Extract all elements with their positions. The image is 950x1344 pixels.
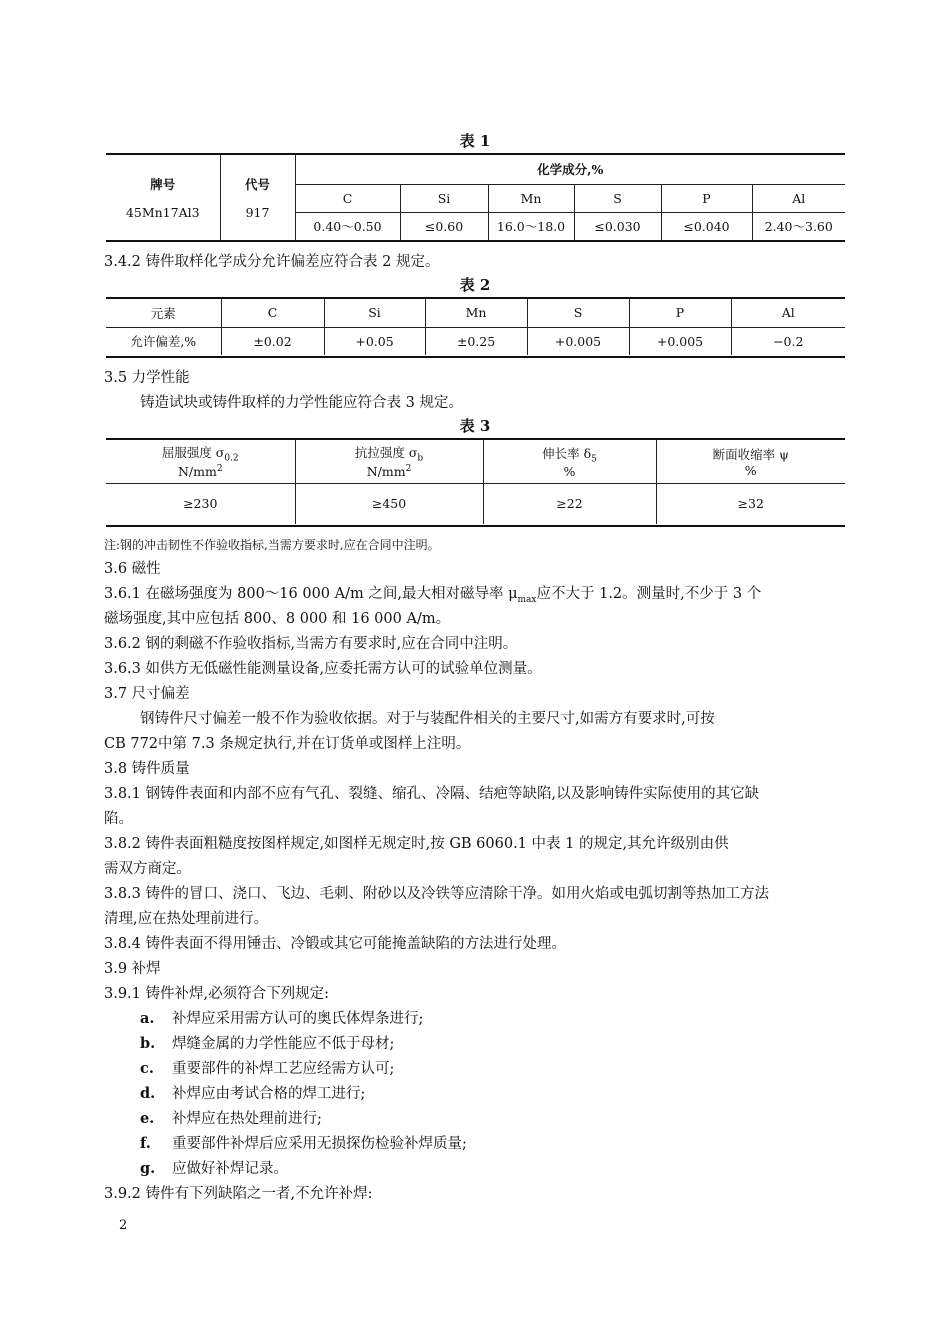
page-number: 2 <box>119 1218 128 1233</box>
clause-3-6-2: 3.6.2 钢的剩磁不作验收指标,当需方有要求时,应在合同中注明。 <box>104 636 518 652</box>
clause-3-8-1: 3.8.1 钢铸件表面和内部不应有气孔、裂缝、缩孔、冷隔、结疤等缺陷,以及影响铸件实际使用的其它缺 <box>104 786 760 802</box>
table3-header-reduction: 断面收缩率 ψ % <box>656 440 845 483</box>
list-item: b. 焊缝金属的力学性能应不低于母材; <box>140 1035 395 1052</box>
section-3-7-text-cont: CB 772中第 7.3 条规定执行,并在订货单或图样上注明。 <box>104 736 471 752</box>
table1-cell: ≤0.60 <box>400 212 488 240</box>
table1-cell: 2.40～3.60 <box>752 212 845 240</box>
table3-cell: ≥32 <box>656 483 845 524</box>
table1-element: S <box>574 184 661 212</box>
section-3-5-title: 3.5 力学性能 <box>104 370 190 386</box>
section-3-6-title: 3.6 磁性 <box>104 561 161 577</box>
table2-cell: ±0.02 <box>221 327 324 355</box>
table1-cell: 0.40～0.50 <box>295 212 400 240</box>
table1-element: C <box>295 184 400 212</box>
table1-header-chem: 化学成分,% <box>295 155 845 184</box>
section-3-7-title: 3.7 尺寸偏差 <box>104 686 190 702</box>
table3-caption: 表 3 <box>459 417 491 435</box>
table2-bottom-rule <box>106 356 845 358</box>
table1-bottom-rule <box>106 240 845 242</box>
table2-caption: 表 2 <box>459 276 491 294</box>
table1-grade-value: 45Mn17Al3 <box>125 204 200 220</box>
table2-element: S <box>527 299 629 327</box>
table1-cell: ≤0.030 <box>574 212 661 240</box>
section-3-8-title: 3.8 铸件质量 <box>104 761 190 777</box>
list-item: e. 补焊应在热处理前进行; <box>140 1110 322 1127</box>
table2-element: Al <box>731 299 845 327</box>
table3-header-elongation: 伸长率 $\delta_5$ % <box>483 440 656 483</box>
table1-header-grade: 牌号 <box>150 176 176 192</box>
table3-cell: ≥22 <box>483 483 656 524</box>
section-3-5-text: 铸造试块或铸件取样的力学性能应符合表 3 规定。 <box>140 395 463 411</box>
table2 <box>106 299 845 355</box>
table2-element: P <box>629 299 731 327</box>
table3-cell: ≥230 <box>106 483 295 524</box>
table1 <box>106 155 845 240</box>
clause-3-9-2: 3.9.2 铸件有下列缺陷之一者,不允许补焊: <box>104 1186 373 1202</box>
table3 <box>106 440 845 524</box>
table1-element: P <box>661 184 752 212</box>
clause-3-8-2: 3.8.2 铸件表面粗糙度按图样规定,如图样无规定时,按 GB 6060.1 中表 1 的规定,其允许级别由供 <box>104 836 729 852</box>
table1-code-value: 917 <box>220 198 295 226</box>
table3-header-yield: 屈服强度 $\sigma_{0.2}$ $N/mm^2$ <box>161 445 239 480</box>
clause-3-8-4: 3.8.4 铸件表面不得用锤击、冷锻或其它可能掩盖缺陷的方法进行处理。 <box>104 936 567 952</box>
list-item: f. 重要部件补焊后应采用无损探伤检验补焊质量; <box>140 1135 467 1152</box>
clause-3-9-1: 3.9.1 铸件补焊,必须符合下列规定: <box>104 986 329 1002</box>
table2-element: Mn <box>425 299 527 327</box>
table2-cell: ±0.25 <box>425 327 527 355</box>
list-item: d. 补焊应由考试合格的焊工进行; <box>140 1085 366 1102</box>
table3-cell: ≥450 <box>295 483 483 524</box>
clause-3-4-2: 3.4.2 铸件取样化学成分允许偏差应符合表 2 规定。 <box>104 254 440 270</box>
table1-element: Mn <box>488 184 574 212</box>
table3-header-tensile: 抗拉强度 $\sigma_b$ $N/mm^2$ <box>295 440 483 483</box>
section-3-9-title: 3.9 补焊 <box>104 961 161 977</box>
table2-element: Si <box>324 299 425 327</box>
clause-3-8-3-cont: 清理,应在热处理前进行。 <box>104 911 269 927</box>
table1-caption: 表 1 <box>459 132 491 150</box>
clause-3-6-3: 3.6.3 如供方无低磁性能测量设备,应委托需方认可的试验单位测量。 <box>104 661 542 677</box>
clause-3-8-2-cont: 需双方商定。 <box>104 861 191 877</box>
table1-cell: 16.0～18.0 <box>488 212 574 240</box>
table1-element: Si <box>400 184 488 212</box>
list-item: a. 补焊应采用需方认可的奥氏体焊条进行; <box>140 1010 424 1027</box>
list-item: c. 重要部件的补焊工艺应经需方认可; <box>140 1060 395 1077</box>
clause-3-8-1-cont: 陷。 <box>104 811 133 827</box>
table1-element: Al <box>752 184 845 212</box>
clause-3-6-1-cont: 磁场强度,其中应包括 800、8 000 和 16 000 A/m。 <box>104 611 451 627</box>
table3-bottom-rule <box>106 525 845 527</box>
table2-element: C <box>221 299 324 327</box>
clause-3-6-1: 3.6.1 在磁场强度为 800～16 000 A/m 之间,最大相对磁导率 $\mu_{max}$应不大于 1.2。测量时,不少于 3 个 <box>104 586 762 605</box>
table2-label-element: 元素 <box>150 305 176 321</box>
table1-cell: ≤0.040 <box>661 212 752 240</box>
section-3-7-text: 钢铸件尺寸偏差一般不作为验收依据。对于与装配件相关的主要尺寸,如需方有要求时,可按 <box>140 711 715 727</box>
table3-note: 注:钢的冲击韧性不作验收指标,当需方要求时,应在合同中注明。 <box>104 538 440 552</box>
table2-label-deviation: 允许偏差,% <box>106 327 221 355</box>
list-item: g. 应做好补焊记录。 <box>140 1160 288 1177</box>
clause-3-8-3: 3.8.3 铸件的冒口、浇口、飞边、毛刺、附砂以及冷铁等应清除干净。如用火焰或电弧切割等热加工方法 <box>104 886 769 902</box>
table2-cell: +0.005 <box>527 327 629 355</box>
table2-cell: +0.05 <box>324 327 425 355</box>
table2-cell: +0.005 <box>629 327 731 355</box>
table1-header-code: 代号 <box>220 155 295 212</box>
table2-cell: −0.2 <box>731 327 845 355</box>
